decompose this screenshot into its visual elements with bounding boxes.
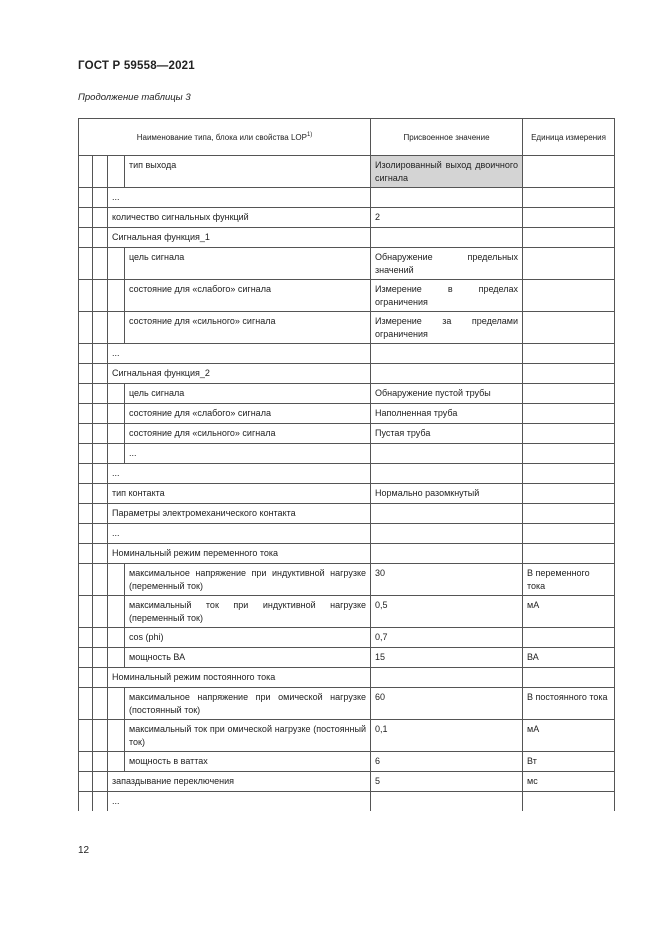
indent-cell <box>79 628 93 648</box>
indent-cell <box>93 280 108 312</box>
indent-cell <box>93 772 108 792</box>
assigned-value-cell: Измерение в пределах ограничения <box>371 280 523 312</box>
indent-cell <box>108 596 125 628</box>
assigned-value-cell: Пустая труба <box>371 424 523 444</box>
property-name-cell: ... <box>108 524 371 544</box>
property-name-cell: Сигнальная функция_2 <box>108 364 371 384</box>
assigned-value-cell: Изолированный выход двоичного сигнала <box>371 156 523 188</box>
indent-cell <box>93 444 108 464</box>
property-name-cell: максимальный ток при индуктивной нагрузке (переменный ток) <box>125 596 371 628</box>
indent-cell <box>79 720 93 752</box>
indent-cell <box>79 688 93 720</box>
table-row <box>79 596 615 628</box>
header-value-cell: Присвоенное значение <box>371 119 523 156</box>
indent-cell <box>79 312 93 344</box>
table-row <box>79 524 615 544</box>
indent-cell <box>79 544 93 564</box>
indent-cell <box>93 464 108 484</box>
property-name-cell: мощность в ваттах <box>125 752 371 772</box>
unit-cell: мА <box>523 596 615 628</box>
property-name-cell: состояние для «сильного» сигнала <box>125 312 371 344</box>
unit-cell <box>523 404 615 424</box>
indent-cell <box>93 188 108 208</box>
indent-cell <box>93 544 108 564</box>
properties-table <box>78 118 615 811</box>
page-number: 12 <box>78 845 90 856</box>
indent-cell <box>93 312 108 344</box>
unit-cell <box>523 504 615 524</box>
indent-cell <box>93 344 108 364</box>
document-code: ГОСТ Р 59558—2021 <box>78 60 195 72</box>
indent-cell <box>93 720 108 752</box>
assigned-value-cell: Обнаружение предельных значений <box>371 248 523 280</box>
indent-cell <box>79 424 93 444</box>
unit-cell <box>523 156 615 188</box>
unit-cell <box>523 628 615 648</box>
indent-cell <box>93 596 108 628</box>
assigned-value-cell <box>371 668 523 688</box>
property-name-cell: запаздывание переключения <box>108 772 371 792</box>
header-name-label: Наименование типа, блока или свойства LOP <box>136 132 307 142</box>
unit-cell <box>523 668 615 688</box>
indent-cell <box>93 248 108 280</box>
unit-cell: мА <box>523 720 615 752</box>
indent-cell <box>79 404 93 424</box>
unit-cell <box>523 792 615 812</box>
indent-cell <box>108 424 125 444</box>
indent-cell <box>93 156 108 188</box>
unit-cell <box>523 228 615 248</box>
table-row <box>79 792 615 812</box>
table-row <box>79 504 615 524</box>
indent-cell <box>93 384 108 404</box>
property-name-cell: максимальное напряжение при омической нагрузке (постоянный ток) <box>125 688 371 720</box>
table-row <box>79 208 615 228</box>
unit-cell: ВА <box>523 648 615 668</box>
unit-cell <box>523 208 615 228</box>
unit-cell <box>523 544 615 564</box>
assigned-value-cell: 0,5 <box>371 596 523 628</box>
unit-cell: Вт <box>523 752 615 772</box>
indent-cell <box>108 564 125 596</box>
assigned-value-cell <box>371 188 523 208</box>
indent-cell <box>79 504 93 524</box>
assigned-value-cell <box>371 344 523 364</box>
unit-cell <box>523 424 615 444</box>
property-name-cell: цель сигнала <box>125 248 371 280</box>
unit-cell <box>523 280 615 312</box>
indent-cell <box>93 668 108 688</box>
unit-cell <box>523 312 615 344</box>
indent-cell <box>79 772 93 792</box>
property-name-cell: Сигнальная функция_1 <box>108 228 371 248</box>
table-row <box>79 188 615 208</box>
table-row <box>79 344 615 364</box>
property-name-cell: состояние для «слабого» сигнала <box>125 280 371 312</box>
assigned-value-cell <box>371 444 523 464</box>
indent-cell <box>93 484 108 504</box>
indent-cell <box>79 564 93 596</box>
unit-cell: В постоянного тока <box>523 688 615 720</box>
indent-cell <box>79 464 93 484</box>
assigned-value-cell <box>371 228 523 248</box>
assigned-value-cell <box>371 792 523 812</box>
unit-cell <box>523 444 615 464</box>
property-name-cell: максимальный ток при омической нагрузке (постоянный ток) <box>125 720 371 752</box>
table-row <box>79 484 615 504</box>
property-name-cell: ... <box>108 464 371 484</box>
table-row <box>79 424 615 444</box>
indent-cell <box>79 156 93 188</box>
indent-cell <box>79 668 93 688</box>
table-continuation-caption: Продолжение таблицы 3 <box>78 92 191 103</box>
table-row <box>79 544 615 564</box>
table-row <box>79 228 615 248</box>
property-name-cell: тип выхода <box>125 156 371 188</box>
indent-cell <box>93 404 108 424</box>
indent-cell <box>79 188 93 208</box>
indent-cell <box>79 384 93 404</box>
indent-cell <box>93 424 108 444</box>
indent-cell <box>108 312 125 344</box>
property-name-cell: количество сигнальных функций <box>108 208 371 228</box>
table-row <box>79 156 615 188</box>
table-row <box>79 384 615 404</box>
table-row <box>79 668 615 688</box>
header-name-footnote: 1) <box>306 131 313 138</box>
property-name-cell: цель сигнала <box>125 384 371 404</box>
indent-cell <box>93 688 108 720</box>
indent-cell <box>79 364 93 384</box>
indent-cell <box>108 404 125 424</box>
table-row <box>79 628 615 648</box>
indent-cell <box>93 648 108 668</box>
property-name-cell: максимальное напряжение при индуктивной нагрузке (переменный ток) <box>125 564 371 596</box>
table-row <box>79 464 615 484</box>
property-name-cell: Номинальный режим постоянного тока <box>108 668 371 688</box>
table-header-row <box>79 119 615 156</box>
indent-cell <box>108 688 125 720</box>
indent-cell <box>79 648 93 668</box>
unit-cell <box>523 384 615 404</box>
assigned-value-cell: Наполненная труба <box>371 404 523 424</box>
assigned-value-cell <box>371 364 523 384</box>
indent-cell <box>108 156 125 188</box>
property-name-cell: ... <box>125 444 371 464</box>
indent-cell <box>93 228 108 248</box>
indent-cell <box>108 628 125 648</box>
indent-cell <box>93 364 108 384</box>
assigned-value-cell <box>371 464 523 484</box>
table-row <box>79 312 615 344</box>
table-row <box>79 720 615 752</box>
indent-cell <box>93 564 108 596</box>
indent-cell <box>93 628 108 648</box>
table-row <box>79 280 615 312</box>
table-row <box>79 364 615 384</box>
property-name-cell: ... <box>108 792 371 812</box>
assigned-value-cell: 0,1 <box>371 720 523 752</box>
unit-cell <box>523 524 615 544</box>
indent-cell <box>108 280 125 312</box>
property-name-cell: тип контакта <box>108 484 371 504</box>
indent-cell <box>79 228 93 248</box>
table-row <box>79 688 615 720</box>
table-row <box>79 404 615 424</box>
header-unit-cell: Единица измерения <box>523 119 615 156</box>
assigned-value-cell: 0,7 <box>371 628 523 648</box>
unit-cell <box>523 188 615 208</box>
property-name-cell: cos (phi) <box>125 628 371 648</box>
assigned-value-cell <box>371 524 523 544</box>
unit-cell <box>523 344 615 364</box>
indent-cell <box>108 248 125 280</box>
property-name-cell: Параметры электромеханического контакта <box>108 504 371 524</box>
indent-cell <box>108 752 125 772</box>
table-row <box>79 564 615 596</box>
unit-cell: мс <box>523 772 615 792</box>
table-body <box>79 156 615 812</box>
indent-cell <box>108 720 125 752</box>
indent-cell <box>93 524 108 544</box>
property-name-cell: Номинальный режим переменного тока <box>108 544 371 564</box>
assigned-value-cell: Нормально разомкнутый <box>371 484 523 504</box>
indent-cell <box>108 648 125 668</box>
assigned-value-cell <box>371 544 523 564</box>
unit-cell <box>523 484 615 504</box>
table-row <box>79 248 615 280</box>
indent-cell <box>79 596 93 628</box>
property-name-cell: ... <box>108 188 371 208</box>
assigned-value-cell: 6 <box>371 752 523 772</box>
assigned-value-cell: Измерение за пределами ограничения <box>371 312 523 344</box>
indent-cell <box>93 504 108 524</box>
indent-cell <box>108 384 125 404</box>
indent-cell <box>93 792 108 812</box>
table-row <box>79 752 615 772</box>
indent-cell <box>79 484 93 504</box>
header-name-cell <box>79 119 371 156</box>
indent-cell <box>93 208 108 228</box>
table-row <box>79 772 615 792</box>
property-name-cell: ... <box>108 344 371 364</box>
indent-cell <box>79 752 93 772</box>
indent-cell <box>79 344 93 364</box>
unit-cell <box>523 248 615 280</box>
assigned-value-cell: 60 <box>371 688 523 720</box>
unit-cell <box>523 464 615 484</box>
indent-cell <box>79 792 93 812</box>
unit-cell <box>523 364 615 384</box>
unit-cell: В переменного тока <box>523 564 615 596</box>
indent-cell <box>79 444 93 464</box>
indent-cell <box>79 280 93 312</box>
property-name-cell: состояние для «сильного» сигнала <box>125 424 371 444</box>
indent-cell <box>108 444 125 464</box>
indent-cell <box>79 248 93 280</box>
assigned-value-cell: 30 <box>371 564 523 596</box>
property-name-cell: мощность ВА <box>125 648 371 668</box>
indent-cell <box>79 524 93 544</box>
assigned-value-cell: 2 <box>371 208 523 228</box>
table-row <box>79 648 615 668</box>
assigned-value-cell <box>371 504 523 524</box>
property-name-cell: состояние для «слабого» сигнала <box>125 404 371 424</box>
assigned-value-cell: 15 <box>371 648 523 668</box>
table-row <box>79 444 615 464</box>
assigned-value-cell: Обнаружение пустой трубы <box>371 384 523 404</box>
assigned-value-cell: 5 <box>371 772 523 792</box>
indent-cell <box>79 208 93 228</box>
indent-cell <box>93 752 108 772</box>
